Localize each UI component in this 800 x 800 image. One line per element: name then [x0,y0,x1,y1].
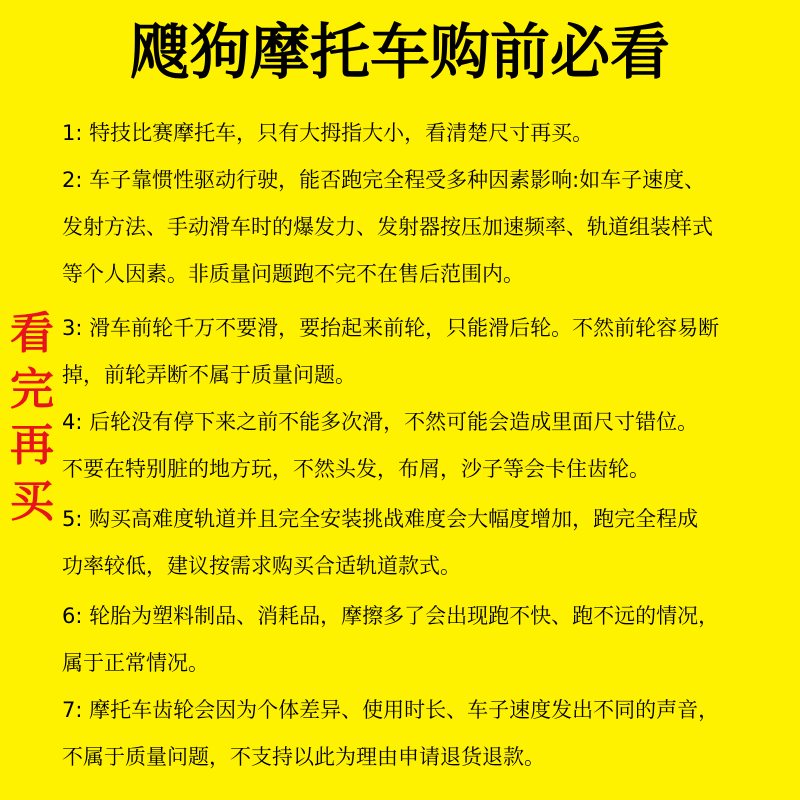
note-line: 1: 特技比赛摩托车，只有大拇指大小，看清楚尺寸再买。 [62,121,594,145]
note-line: 7: 摩托车齿轮会因为个体差异、使用时长、车子速度发出不同的声音， [62,698,720,722]
note-line: 4: 后轮没有停下来之前不能多次滑，不然可能会造成里面尺寸错位。 [62,410,699,434]
note-line: 2: 车子靠惯性驱动行驶，能否跑完全程受多种因素影响:如车子速度、 [62,168,706,192]
note-line: 功率较低，建议按需求购买合适轨道款式。 [62,554,461,578]
note-line: 不属于质量问题，不支持以此为理由申请退货退款。 [62,745,545,769]
note-line: 5: 购买高难度轨道并且完全安装挑战难度会大幅度增加，跑完全程成 [62,507,699,531]
note-line: 掉，前轮弄断不属于质量问题。 [62,363,356,387]
note-line: 6: 轮胎为塑料制品、消耗品，摩擦多了会出现跑不快、跑不远的情况， [62,604,720,628]
note-line: 等个人因素。非质量问题跑不完不在售后范围内。 [62,262,524,286]
note-line: 属于正常情况。 [62,651,209,675]
side-label-char: 看 [10,308,54,359]
page-title: 飕狗摩托车购前必看 [130,18,670,88]
note-line: 3: 滑车前轮千万不要滑，要抬起来前轮，只能滑后轮。不然前轮容易断 [62,316,720,340]
side-label-char: 买 [10,476,54,527]
side-label-char: 完 [10,364,54,415]
note-line: 不要在特别脏的地方玩，不然头发，布屑，沙子等会卡住齿轮。 [62,457,650,481]
side-label-char: 再 [10,420,54,471]
note-line: 发射方法、手动滑车时的爆发力、发射器按压加速频率、轨道组装样式 [62,215,713,239]
side-label [4,306,60,530]
